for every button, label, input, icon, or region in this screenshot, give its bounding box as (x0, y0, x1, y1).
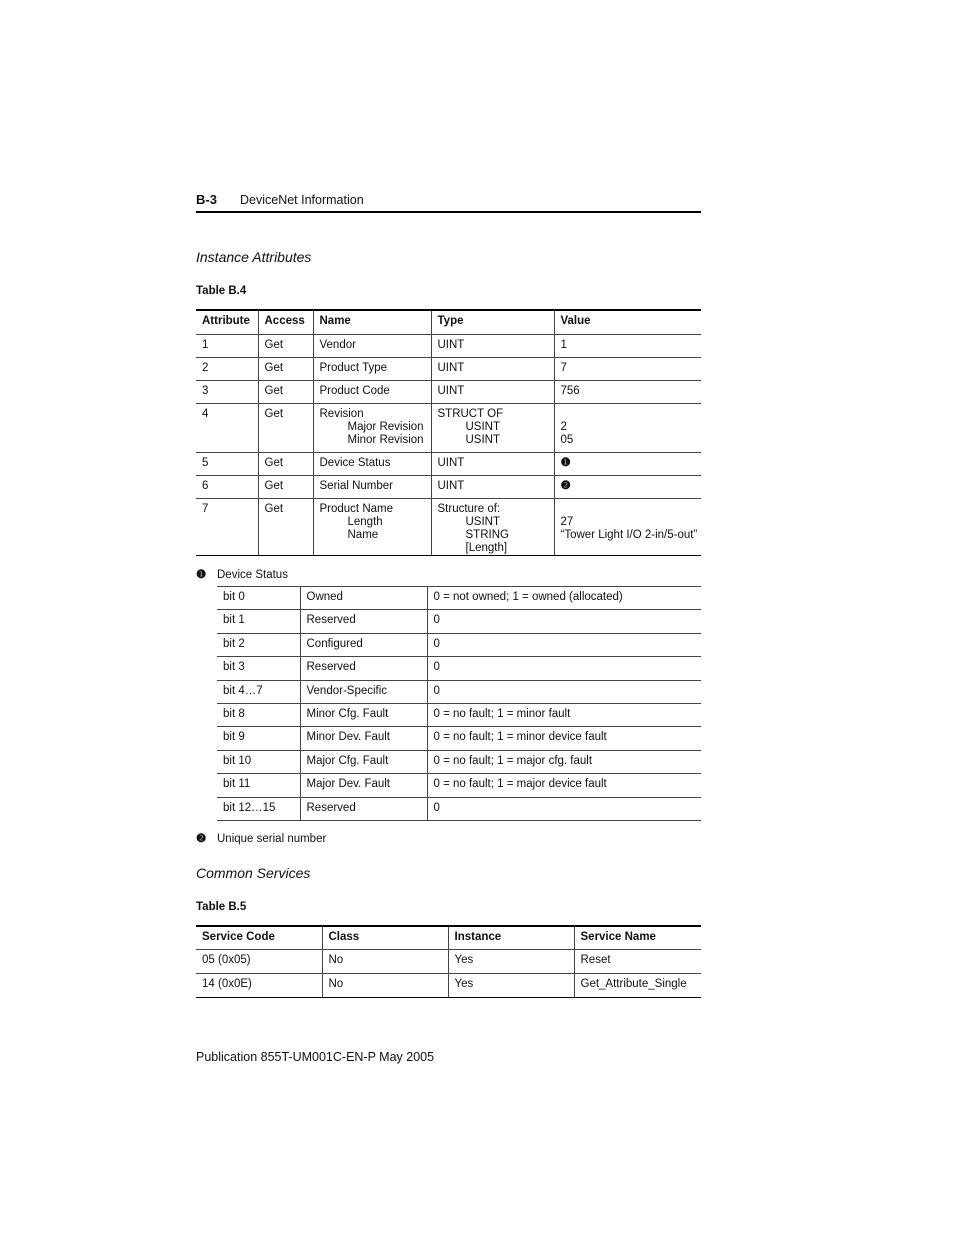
column-header: Service Code (196, 926, 322, 949)
cell-line (561, 503, 702, 516)
column-header: Name (313, 310, 431, 334)
table-cell: 2 (196, 357, 258, 380)
table-cell: Minor Cfg. Fault (300, 703, 427, 726)
table-cell: 7 (554, 357, 701, 380)
table-cell (554, 403, 701, 452)
footnote-2 (196, 831, 326, 845)
cell-line: 2 (560, 420, 567, 433)
table-cell: bit 1 (217, 610, 300, 633)
table-cell: 7 (196, 498, 258, 555)
table-caption-b5: Table B.5 (196, 901, 247, 913)
table-row (217, 610, 701, 633)
common-services-table (196, 925, 701, 998)
table-cell: bit 4…7 (217, 680, 300, 703)
table-cell: 0 (427, 610, 701, 633)
cell-line: “Tower Light I/O 2-in/5-out” (560, 528, 698, 541)
note-ref-1: ❶ (554, 452, 701, 475)
cell-line: STRUCT OF (437, 407, 504, 420)
table-cell: 0 = no fault; 1 = minor device fault (427, 727, 701, 750)
table-row (196, 475, 701, 498)
table-cell: bit 11 (217, 774, 300, 797)
column-header: Class (322, 926, 448, 949)
table-row (217, 703, 701, 726)
device-status-table (217, 586, 701, 821)
table-cell: Vendor-Specific (300, 680, 427, 703)
cell-line: Structure of: (437, 502, 501, 515)
footnote-1 (196, 567, 288, 581)
table-cell: Get (258, 475, 313, 498)
table-cell: bit 0 (217, 587, 300, 610)
table-cell: Yes (448, 973, 574, 997)
table-cell: Get (258, 380, 313, 403)
table-cell: Major Cfg. Fault (300, 750, 427, 773)
table-row (217, 797, 701, 820)
table-cell (554, 498, 701, 555)
table-cell (431, 498, 554, 555)
table-cell: Owned (300, 587, 427, 610)
section-heading-instance-attributes: Instance Attributes (196, 249, 312, 265)
table-cell: 5 (196, 452, 258, 475)
table-cell: No (322, 973, 448, 997)
table-cell: Major Dev. Fault (300, 774, 427, 797)
note-ref-2: ❷ (554, 475, 701, 498)
page-number: B-3 (196, 192, 217, 207)
table-cell: Get (258, 452, 313, 475)
column-header: Access (258, 310, 313, 334)
footnote-label: Unique serial number (217, 833, 327, 845)
table-cell: 0 = no fault; 1 = major cfg. fault (427, 750, 701, 773)
table-cell: Product Type (313, 357, 431, 380)
table-cell: Yes (448, 949, 574, 973)
section-heading-common-services: Common Services (196, 865, 311, 881)
table-cell: bit 8 (217, 703, 300, 726)
cell-line: Length (347, 515, 383, 528)
table-cell: UINT (431, 357, 554, 380)
table-header-row (196, 926, 701, 949)
cell-line: 05 (560, 433, 574, 446)
table-cell: Minor Dev. Fault (300, 727, 427, 750)
table-cell: 0 (427, 680, 701, 703)
table-row (196, 452, 701, 475)
table-cell: 05 (0x05) (196, 949, 322, 973)
table-cell: 0 (427, 633, 701, 656)
table-cell: Get_Attribute_Single (574, 973, 701, 997)
cell-line: USINT (465, 515, 500, 528)
page-header (196, 191, 701, 213)
column-header: Service Name (574, 926, 701, 949)
table-row (196, 334, 701, 357)
column-header: Attribute (196, 310, 258, 334)
cell-line: Name (347, 528, 379, 541)
cell-line: Product Name (319, 502, 394, 515)
table-cell: Get (258, 498, 313, 555)
table-cell: 0 = no fault; 1 = minor fault (427, 703, 701, 726)
table-cell: UINT (431, 380, 554, 403)
table-row (217, 727, 701, 750)
table-cell (431, 403, 554, 452)
table-row (196, 973, 701, 997)
table-cell: Get (258, 334, 313, 357)
table-row (196, 498, 701, 555)
table-cell: 0 (427, 797, 701, 820)
table-cell: Reserved (300, 610, 427, 633)
table-header-row (196, 310, 701, 334)
instance-attributes-table (196, 309, 701, 556)
table-row (196, 403, 701, 452)
table-cell: No (322, 949, 448, 973)
table-cell: 6 (196, 475, 258, 498)
cell-line: Minor Revision (347, 433, 424, 446)
table-cell: 1 (554, 334, 701, 357)
table-cell: bit 2 (217, 633, 300, 656)
table-cell: Device Status (313, 452, 431, 475)
footnote-marker: ❷ (196, 833, 207, 845)
table-cell: 0 (427, 657, 701, 680)
table-cell (313, 403, 431, 452)
column-header: Instance (448, 926, 574, 949)
table-row (217, 774, 701, 797)
table-cell: bit 10 (217, 750, 300, 773)
table-row (217, 587, 701, 610)
table-cell: 756 (554, 380, 701, 403)
cell-line: STRING [Length] (465, 528, 509, 554)
table-cell: Product Code (313, 380, 431, 403)
table-cell: UINT (431, 475, 554, 498)
table-cell: 0 = no fault; 1 = major device fault (427, 774, 701, 797)
table-cell: bit 12…15 (217, 797, 300, 820)
table-row (217, 633, 701, 656)
table-cell: bit 3 (217, 657, 300, 680)
table-cell: 0 = not owned; 1 = owned (allocated) (427, 587, 701, 610)
table-cell: UINT (431, 452, 554, 475)
table-cell: 1 (196, 334, 258, 357)
table-row (196, 949, 701, 973)
table-row (217, 680, 701, 703)
column-header: Type (431, 310, 554, 334)
table-cell: Get (258, 403, 313, 452)
table-cell: bit 9 (217, 727, 300, 750)
table-row (196, 357, 701, 380)
table-cell: Reserved (300, 797, 427, 820)
table-cell: Reserved (300, 657, 427, 680)
cell-line: USINT (465, 433, 500, 446)
cell-line: Major Revision (347, 420, 424, 433)
table-cell: Get (258, 357, 313, 380)
cell-line (561, 408, 702, 421)
header-title: DeviceNet Information (240, 193, 364, 207)
table-cell: 14 (0x0E) (196, 973, 322, 997)
cell-line: 27 (560, 515, 574, 528)
table-row (217, 750, 701, 773)
table-caption-b4: Table B.4 (196, 285, 247, 297)
table-cell: Reset (574, 949, 701, 973)
table-cell (313, 498, 431, 555)
table-cell: 4 (196, 403, 258, 452)
table-cell: Vendor (313, 334, 431, 357)
table-row (217, 657, 701, 680)
cell-line: Revision (319, 407, 364, 420)
column-header: Value (554, 310, 701, 334)
footnote-label: Device Status (217, 569, 288, 581)
table-cell: UINT (431, 334, 554, 357)
table-row (196, 380, 701, 403)
cell-line: USINT (465, 420, 500, 433)
table-cell: 3 (196, 380, 258, 403)
table-cell: Serial Number (313, 475, 431, 498)
footnote-marker: ❶ (196, 569, 207, 581)
page-footer: Publication 855T-UM001C-EN-P May 2005 (196, 1050, 435, 1064)
table-cell: Configured (300, 633, 427, 656)
